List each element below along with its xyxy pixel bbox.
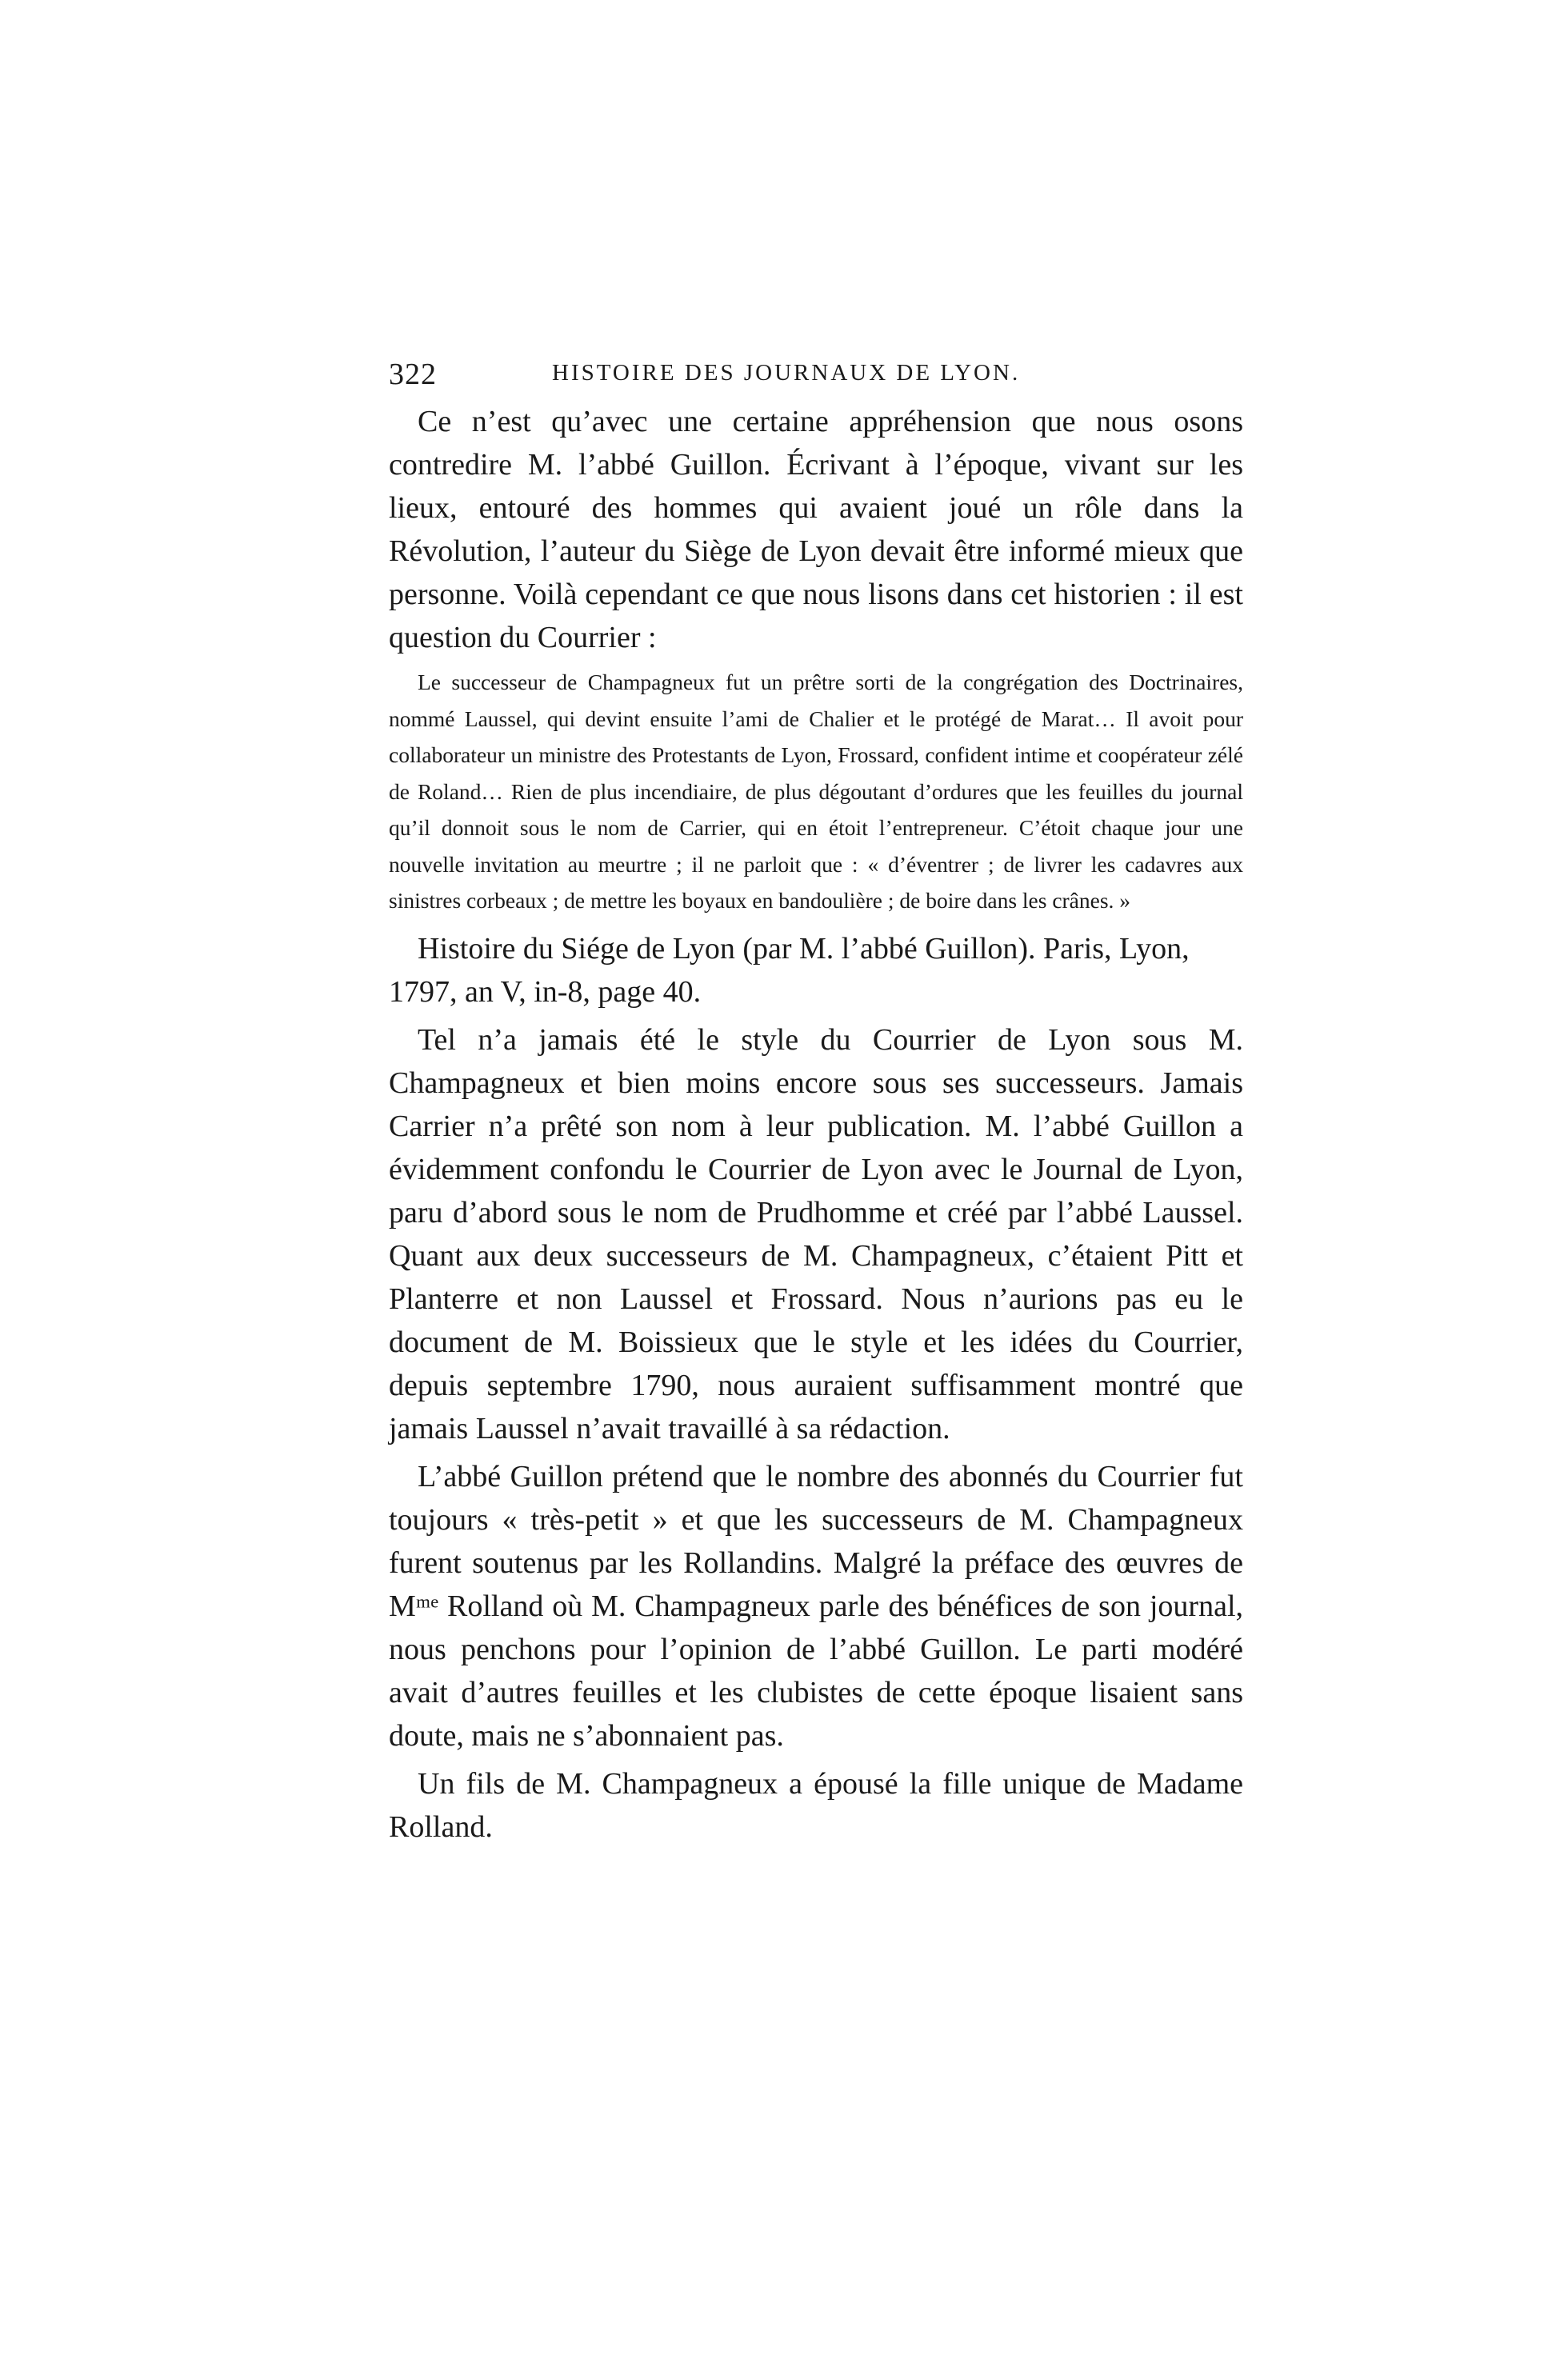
- running-head: [389, 357, 1243, 395]
- paragraph-intro: Ce n’est qu’avec une certaine appréhension que nous osons contredire M. l’abbé Guillon. Écrivant à l’époque, vivant sur les lieux, entouré des hommes qui avaient joué un rôle dans la Révolution, l’auteur du Siège de Lyon devait être informé mieux que personne. Voilà cependant ce que nous lisons dans cet historien : il est question du Courrier :: [389, 405, 1243, 654]
- book-page: [389, 357, 1243, 1849]
- citation: Histoire du Siége de Lyon (par M. l’abbé Guillon). Paris, Lyon, 1797, an V, in-8, page 40.: [389, 931, 1190, 1009]
- paragraph-son: Un fils de M. Champagneux a épousé la fille unique de Madame Rolland.: [389, 1766, 1243, 1844]
- block-quote: Le successeur de Champagneux fut un prêtre sorti de la congrégation des Doctrinaires, nommé Laussel, qui devint ensuite l’ami de Chalier et le protégé de Marat… Il avoit pour collaborateur un ministre des Protestants de Lyon, Frossard, confident intime et coopérateur zélé de Roland… Rien de plus incendiaire, de plus dégoutant d’ordures que les feuilles du journal qu’il donnoit sous le nom de Carrier, qui en étoit l’entrepreneur. C’étoit chaque jour une nouvelle invitation au meurtre ; il ne parloit que : « d’éventrer ; de livrer les cadavres aux sinistres corbeaux ; de mettre les boyaux en bandoulière ; de boire dans les crânes. »: [389, 670, 1243, 913]
- running-title: HISTOIRE DES JOURNAUX DE LYON.: [552, 360, 1021, 386]
- paragraph-subscribers: L’abbé Guillon prétend que le nombre des abonnés du Courrier fut toujours « très-petit » et que les successeurs de M. Champagneux furent soutenus par les Rollandins. Malgré la préface des œuvres de Mᵐᵉ Rolland où M. Champagneux parle des bénéfices de son journal, nous penchons pour l’opinion de l’abbé Guillon. Le parti modéré avait d’autres feuilles et les clubistes de cette époque lisaient sans doute, mais ne s’abonnaient pas.: [389, 1459, 1243, 1753]
- page-number: 322: [389, 358, 437, 391]
- paragraph-style: Tel n’a jamais été le style du Courrier de Lyon sous M. Champagneux et bien moins encore sous ses successeurs. Jamais Carrier n’a prêté son nom à leur publication. M. l’abbé Guillon a évidemment confondu le Courrier de Lyon avec le Journal de Lyon, paru d’abord sous le nom de Prudhomme et créé par l’abbé Laussel. Quant aux deux successeurs de M. Champagneux, c’étaient Pitt et Planterre et non Laussel et Frossard. Nous n’aurions pas eu le document de M. Boissieux que le style et les idées du Courrier, depuis septembre 1790, nous auraient suffisamment montré que jamais Laussel n’avait travaillé à sa rédaction.: [389, 1022, 1243, 1445]
